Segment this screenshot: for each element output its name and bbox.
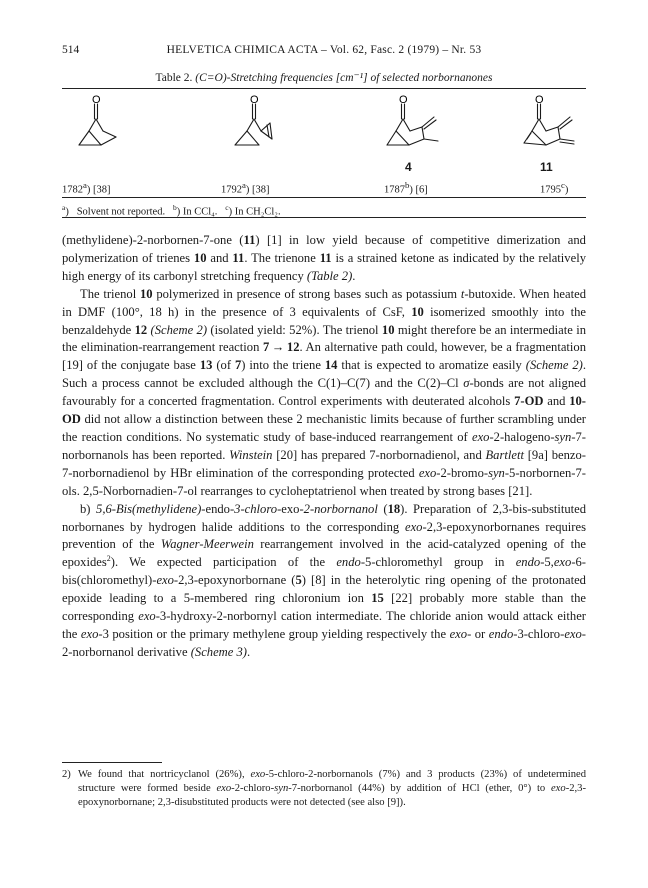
paragraph: (methylidene)-2-norbornen-7-one (11) [1] in low yield because of competitive dimerization and polymerization of trienes 10 and 11. The trienone 11 is a strained ketone as indicated by the relatively high energy of its carbonyl stretching frequency (Table 2). [62,233,586,283]
paragraph: b) 5,6-Bis(methylidene)-endo-3-chloro-exo-2-norbornanol (18). Preparation of 2,3-bis-substituted norbornanes by hydrogen halide additions to the corresponding exo-2,3-epoxynorbornanes requires prevention of the Wagner-Meerwein rearrangement involved in the acid-catalyzed opening of the epoxides$^2$). We expected participation of the endo-5-chloromethyl group in endo-5,exo-6-bis(chloromethyl)-exo-2,3-epoxynorbornane (5) [8] in the heterolytic ring opening of the protonated epoxide leading to a 5-membered ring chloronium ion 15 [22] probably more stable than the corresponding exo-3-hydroxy-2-norbornyl cation intermediate. The chloride anion would attack either the exo-3 position or the primary methylene group yielding respectively the exo- or endo-3-chloro-exo-2-norbornanol derivative (Scheme 3). [62,501,587,659]
table-top-rule [62,88,586,89]
norbornenone-structure [226,93,286,153]
body-text [62,232,586,662]
paragraph: The trienol 10 polymerized in presence of strong bases such as potassium t-butoxide. When heated in DMF (100°, 18 h) in the presence of 3 equivalents of CsF, 10 isomerized smoothly into the benzaldehyde 12 (Scheme 2) (isolated yield: 52%). The trienol 10 might therefore be an intermediate in the elimination-rearrangement reaction 7 → 12. An alternative path could, however, be a fragmentation [19] of the conjugate base 13 (of 7) into the triene 14 that is expected to aromatize easily (Scheme 2). Such a process cannot be excluded although the C(1)–C(7) and the C(2)–Cl σ-bonds are not aligned favourably for a concerted fragmentation. Control experiments with deuterated alcohols 7-OD and 10-OD did not allow a distinction between these 2 mechanistic limits because of further scrambling under the reaction conditions. No systematic study of base-induced rearrangement of exo-2-halogeno-syn-7-norbornanols has been reported. Winstein [20] has prepared 7-norbornadienol, and Bartlett [9a] benzo-7-norbornadienol by HBr elimination of the corresponding protected exo-2-bromo-syn-5-norbornen-7-ols. 2,5-Norbornadien-7-ol rearranges to cycloheptatrienol when treated by strong bases [21]. [62,286,587,498]
frequency-cell: 1782$^a$) [38] [62,180,111,196]
oxygen-label: O [399,94,408,106]
footnote [62,768,586,810]
frequency-cell: 1792$^a$) [38] [221,180,270,196]
footnote-marker: 2) [62,769,71,780]
oxygen-label: O [250,94,259,106]
norbornanone-structure [72,93,132,153]
compound-label: 4 [405,160,412,174]
table-caption [62,70,586,84]
frequency-cell: 1795$^c$) [540,180,569,196]
table-title: (C=O)-Stretching frequencies [cm⁻¹] of selected norbornanones [195,72,493,84]
compound-label: 11 [540,160,553,174]
page-number: 514 [62,44,80,56]
oxygen-label: O [535,94,544,106]
running-header [62,44,586,60]
compound-4-structure [382,93,446,157]
compound-11-structure [520,93,584,157]
footnote-text: We found that nortricyclanol (26%), exo-5-chloro-2-norbornanols (7%) and 3 products (23%) of undetermined structure were formed beside exo-2-chloro-syn-7-norbornanol (44%) by addition of HCl (ether, 0°) to exo-2,3-epoxynorbornane; 2,3-disubstituted products were not detected (see also [9]). [78,769,586,808]
frequency-cell: 1787$^b$) [6] [384,180,428,196]
footnote-rule [62,762,162,763]
table-footnotes: $^a$) Solvent not reported. $^b$) In CCl₄. $^c$) In CH₂Cl₂. [62,203,281,218]
table-label: Table 2. [155,72,193,84]
table-bottom-rule [62,217,586,218]
oxygen-label: O [92,94,101,106]
table-mid-rule [62,197,586,198]
journal-title: HELVETICA CHIMICA ACTA – Vol. 62, Fasc. 2 (1979) – Nr. 53 [166,44,482,56]
